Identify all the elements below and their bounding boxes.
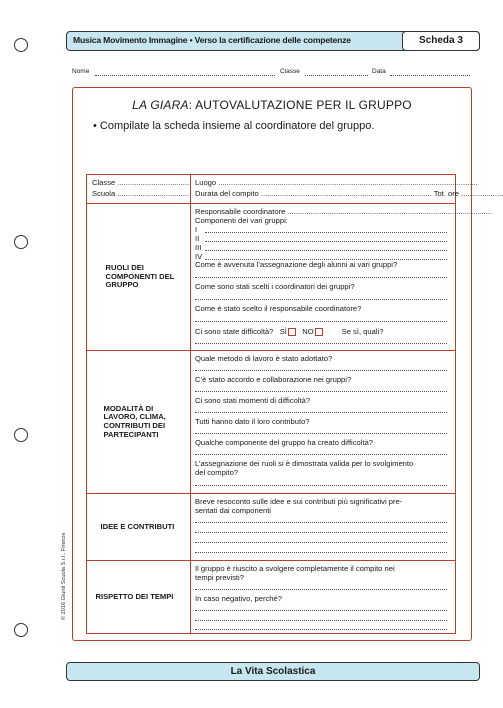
tempi-q2: In caso negativo, perché? (195, 594, 282, 603)
modalita-q3: Ci sono stati momenti di difficoltà? (195, 396, 311, 405)
modalita-q6b: del compito? (195, 468, 239, 477)
modalita-q6a: L’assegnazione dei ruoli si è dimostrata valida per lo svolgimento (195, 459, 414, 468)
luogo-info[interactable]: Luogo ........................................................................................................................... (195, 178, 478, 187)
form-frame (72, 87, 503, 641)
idee-line-3[interactable] (195, 542, 447, 543)
scuola-info[interactable]: Scuola .................................. (92, 189, 190, 198)
modalita-q1-line[interactable] (195, 370, 447, 371)
modalita-label-cell (87, 351, 191, 494)
idee-label-cell (87, 494, 191, 561)
copyright-note: © 2016 Giunti Scuola S.r.l., Firenze (61, 532, 67, 620)
idee-line-1[interactable] (195, 522, 447, 523)
tempi-content (191, 561, 456, 634)
page-title (73, 98, 471, 112)
tempi-line-2[interactable] (195, 620, 447, 621)
sheet-badge: Scheda 3 (402, 31, 480, 51)
roman-3: III (195, 243, 202, 252)
difficolta-question: Ci sono state difficoltà? (195, 327, 274, 336)
ruoli-q1: Come è avvenuta l’assegnazione degli alunni ai vari gruppi? (195, 260, 398, 269)
classe-field[interactable] (305, 75, 368, 76)
tempi-label-cell (87, 561, 191, 634)
tempi-q1a: Il gruppo è riuscito a svolgere completamente il compito nei (195, 564, 395, 573)
idee-qb: sentati dai componenti (195, 506, 271, 515)
title-italic: LA GIARA (132, 98, 189, 112)
tempi-line-1[interactable] (195, 610, 447, 611)
data-field[interactable] (390, 75, 470, 76)
ruoli-content (191, 204, 493, 351)
modalita-q5-line[interactable] (195, 454, 447, 455)
binder-hole (14, 428, 28, 442)
modalita-content (191, 351, 456, 494)
roman-1: I (195, 225, 198, 234)
modalita-q5: Qualche componente del gruppo ha creato difficoltà? (195, 438, 374, 447)
si-label: SÌ (279, 327, 287, 336)
roman-3-line[interactable] (205, 250, 447, 251)
page-header (66, 31, 480, 51)
no-checkbox[interactable] (315, 328, 323, 336)
modalita-q3-line[interactable] (195, 412, 447, 413)
assessment-table (86, 174, 503, 634)
idee-line-4[interactable] (195, 552, 447, 553)
tempi-line-3[interactable] (195, 629, 447, 630)
modalita-q4: Tutti hanno dato il loro contributo? (195, 417, 310, 426)
quali-label: Se sì, quali? (341, 327, 384, 336)
ruoli-q2-line[interactable] (195, 299, 447, 300)
ruoli-q3-line[interactable] (195, 321, 447, 322)
info-right-cell (191, 175, 503, 204)
roman-2-line[interactable] (205, 241, 447, 242)
roman-4: IV (195, 252, 203, 261)
modalita-q6-line[interactable] (195, 485, 447, 486)
ruoli-q1-line[interactable] (195, 277, 447, 278)
ruoli-q2: Come sono stati scelti i coordinatori dei gruppi? (195, 282, 355, 291)
modalita-label: MODALITÀ DI LAVORO, CLIMA, CONTRIBUTI DEI PARTECIPANTI (103, 403, 166, 439)
tempi-label: RISPETTO DEI TEMPI (95, 591, 174, 601)
footer-title: La Vita Scolastica (66, 662, 480, 681)
responsabile-field[interactable]: Responsabile coordinatore ................................................................................................. (195, 207, 493, 216)
ruoli-label-cell (87, 204, 191, 351)
data-label: Data (372, 68, 386, 75)
modalita-q1: Quale metodo di lavoro è stato adottato? (195, 354, 333, 363)
modalita-q2-line[interactable] (195, 391, 447, 392)
ruoli-q4-line[interactable] (195, 343, 447, 344)
no-label: NO (302, 327, 314, 336)
title-rest: : AUTOVALUTAZIONE PER IL GRUPPO (188, 98, 412, 112)
roman-1-line[interactable] (205, 232, 447, 233)
classe-label: Classe (280, 68, 300, 75)
idee-line-2[interactable] (195, 532, 447, 533)
idee-label: IDEE E CONTRIBUTI (100, 521, 175, 531)
si-checkbox[interactable] (288, 328, 296, 336)
ruoli-q3: Come è stato scelto il responsabile coordinatore? (195, 304, 362, 313)
tempi-q1b: tempi previsti? (195, 573, 244, 582)
binder-hole (14, 235, 28, 249)
roman-2: II (195, 234, 200, 243)
info-left-cell (87, 175, 191, 204)
idee-qa: Breve resoconto sulle idee e sui contributi più significativi pre- (195, 497, 403, 506)
nome-label: Nome (72, 68, 90, 75)
modalita-q4-line[interactable] (195, 433, 447, 434)
modalita-q2: C’è stato accordo e collaborazione nei gruppi? (195, 375, 352, 384)
classe-info[interactable]: Classe .................................. (92, 178, 190, 187)
durata-info[interactable]: Durata del compito ................................................................................. Tot. ore .................... (195, 189, 503, 198)
tempi-q1-line[interactable] (195, 589, 447, 590)
binder-hole (14, 623, 28, 637)
nome-field[interactable] (95, 75, 275, 76)
binder-hole (14, 38, 28, 52)
ruoli-q4 (195, 327, 383, 336)
ruoli-label: RUOLI DEI COMPONENTI DEL GRUPPO (105, 262, 175, 290)
idee-content (191, 494, 456, 561)
instruction: • Compilate la scheda insieme al coordinatore del gruppo. (93, 120, 375, 132)
header-title: Musica Movimento Immagine • Verso la certificazione delle competenze (73, 35, 351, 45)
componenti-label: Componenti dei vari gruppi: (195, 216, 288, 225)
